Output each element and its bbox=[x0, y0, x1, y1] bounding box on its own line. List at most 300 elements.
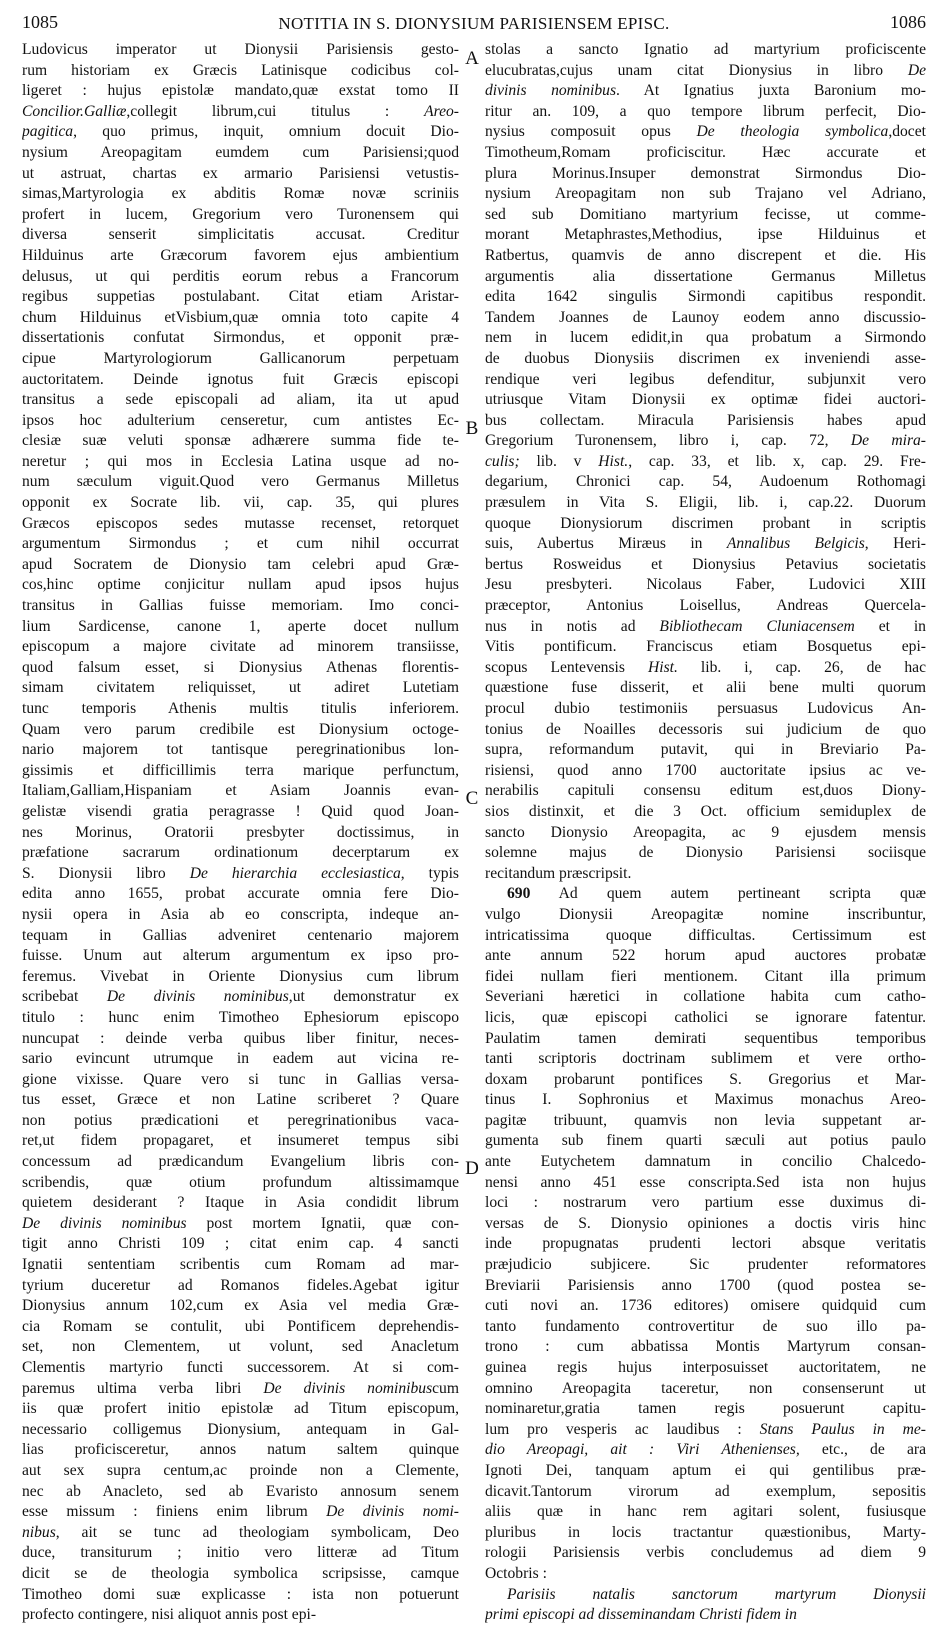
text-segment: episcopum a majore civitate ad minorem transiisse, bbox=[22, 638, 459, 656]
text-segment: morant Metaphrastes,Methodius, ipse Hilduinus et bbox=[485, 226, 926, 244]
right-column-line bbox=[485, 905, 926, 926]
right-column-line bbox=[485, 720, 926, 741]
text-segment: dissertationis confutat Sirmondus, et opponit præ- bbox=[22, 329, 459, 347]
right-column-line bbox=[485, 1029, 926, 1050]
left-column-line bbox=[22, 1070, 459, 1091]
text-segment: rendique veri legibus defenditur, subjunxit vero bbox=[485, 370, 926, 388]
text-segment: profecto contingere, nisi aliquot annis post epi- bbox=[22, 1606, 317, 1624]
right-column-line bbox=[485, 328, 926, 349]
text-segment: Timotheo domi suæ explicasse : ista non potuerunt bbox=[22, 1585, 459, 1603]
text-segment: præfatione sacrarum ordinationum decerptarum ex bbox=[22, 844, 459, 862]
text-segment: nario majorem tot tantisque peregrinationibus lon- bbox=[22, 741, 459, 759]
right-column-line bbox=[485, 452, 926, 473]
text-segment: necessario colligemus Dionysium, antequam in Gal- bbox=[22, 1420, 459, 1438]
text-segment: Ignoti Dei, tanquam aptum ei qui gentilibus præ- bbox=[485, 1461, 926, 1479]
text-segment: opponit ex Socrate lib. vii, cap. 35, qui plures bbox=[22, 494, 459, 512]
text-segment: Breviarii Parisiensis anno 1700 (quod postea se- bbox=[485, 1276, 926, 1294]
text-segment: dicavit.Tantorum virorum ad exemplum, sepositis bbox=[485, 1482, 926, 1500]
left-column-line bbox=[22, 472, 459, 493]
right-column-line bbox=[485, 802, 926, 823]
left-column-line bbox=[22, 164, 459, 185]
text-segment: ritur an. 109, a quo tempore librum perfecit, Dio- bbox=[485, 102, 926, 120]
text-segment: intricatissima quoque difficultas. Certissimum est bbox=[485, 926, 926, 944]
left-column-line bbox=[22, 1543, 459, 1564]
text-segment: risiensi, quod anno 1700 auctoritate ipsius ac ve- bbox=[485, 761, 926, 779]
text-segment: S. Dionysii libro bbox=[22, 864, 190, 882]
text-segment: Vitis pontificum. Franciscus etiam Bosquetus epi- bbox=[485, 638, 926, 656]
text-segment: trono : cum abbatissa Montis Martyrum consan- bbox=[485, 1338, 926, 1356]
italic-text: Hist. bbox=[598, 452, 629, 470]
left-column-line bbox=[22, 431, 459, 452]
margin-letter-d: D bbox=[465, 1158, 479, 1179]
text-segment: lum pro vesperis ac laudibus : bbox=[485, 1420, 760, 1438]
text-segment: nensi anno 451 esse conscripta.Sed ista non hujus bbox=[485, 1173, 926, 1191]
text-segment: ante Eutychetem damnatum in concilio Chalcedo- bbox=[485, 1153, 926, 1171]
right-column-line bbox=[485, 472, 926, 493]
text-segment: plura Morinus.Insuper demonstrat Sirmondus Dio- bbox=[485, 164, 926, 182]
text-segment: lib. v bbox=[519, 452, 599, 470]
text-segment: aliis quæ in hanc rem agitari solent, fusiusque bbox=[485, 1503, 926, 1521]
right-column-line bbox=[485, 596, 926, 617]
text-segment: feremus. Vivebat in Oriente Dionysius cum librum bbox=[22, 967, 459, 985]
text-segment: fidei nullam fieri mentionem. Citant illa primum bbox=[485, 967, 926, 985]
text-segment: tus esset, Græce et non Latine scriberet ? Quare bbox=[22, 1091, 459, 1109]
text-segment: auctoritatem. Deinde ignotus fuit Græcis episcopi bbox=[22, 370, 459, 388]
text-segment: nerabilis capituli consensu editum est,duos Diony- bbox=[485, 782, 926, 800]
right-column-line bbox=[485, 1090, 926, 1111]
text-segment: elucubratas,cujus unam citat Dionysius in libro bbox=[485, 61, 908, 79]
text-segment: gelistæ visendi gratia peragrasse ! Quid quod Joan- bbox=[22, 802, 459, 820]
text-segment: suis, Aubertus Miræus in bbox=[485, 535, 727, 553]
right-column-line bbox=[485, 1564, 926, 1585]
left-column-line bbox=[22, 987, 459, 1008]
text-segment: argumentum Sirmondus ; et cum nihil occurrat bbox=[22, 535, 459, 553]
right-column-line bbox=[485, 1420, 926, 1441]
running-title: NOTITIA IN S. DIONYSIUM PARISIENSEM EPISC. bbox=[278, 14, 670, 33]
italic-text: nibus bbox=[22, 1523, 56, 1541]
right-column-line bbox=[485, 823, 926, 844]
text-segment: ,collegit librum,cui titulus : bbox=[126, 102, 425, 120]
text-segment: tigit anno Christi 109 ; citat enim cap. 4 sancti bbox=[22, 1235, 459, 1253]
right-column-line bbox=[485, 1152, 926, 1173]
italic-text: Hist. bbox=[647, 658, 678, 676]
left-column-line bbox=[22, 575, 459, 596]
left-column-line bbox=[22, 205, 459, 226]
text-segment: Jesu presbyteri. Nicolaus Faber, Ludovici XIII bbox=[485, 576, 926, 594]
left-column-line bbox=[22, 143, 459, 164]
italic-text: pagitica bbox=[22, 123, 74, 141]
left-column-line bbox=[22, 102, 459, 123]
right-column-line bbox=[485, 411, 926, 432]
left-column-line bbox=[22, 534, 459, 555]
right-column-line bbox=[485, 370, 926, 391]
text-segment: scribebat bbox=[22, 988, 107, 1006]
right-column-line bbox=[485, 1605, 926, 1626]
right-column-line bbox=[485, 61, 926, 82]
right-column-line bbox=[485, 781, 926, 802]
text-segment: Octobris : bbox=[485, 1564, 547, 1582]
italic-text: Parisiis natalis sanctorum martyrum Dionysii bbox=[507, 1585, 926, 1603]
text-segment: cipue Martyrologiorum Gallicanorum perpetuam bbox=[22, 349, 459, 367]
right-column-line bbox=[485, 555, 926, 576]
text-segment: regibus suppetias postulabant. Citat etiam Aristar- bbox=[22, 288, 459, 306]
left-column-line bbox=[22, 287, 459, 308]
left-column-line bbox=[22, 884, 459, 905]
text-segment: , typis bbox=[400, 864, 459, 882]
left-column-line bbox=[22, 370, 459, 391]
text-segment: . At Ignatius juxta Baronium mo- bbox=[616, 82, 926, 100]
left-column-line bbox=[22, 926, 459, 947]
text-segment: ret,ut fidem propagaret, et insumeret tempus sibi bbox=[22, 1132, 459, 1150]
right-column-line bbox=[485, 205, 926, 226]
right-column-line bbox=[485, 1173, 926, 1194]
right-column-line bbox=[485, 1296, 926, 1317]
text-segment: de duobus Dionysiis discrimen ex inveniendi asse- bbox=[485, 349, 926, 367]
text-segment: nominaretur,gratia tamen regis posuerunt capitu- bbox=[485, 1400, 926, 1418]
text-segment: Clementis martyrio functi successorem. At si com- bbox=[22, 1359, 459, 1376]
text-segment: stolas a sancto Ignatio ad martyrium proficiscente bbox=[485, 41, 926, 58]
text-segment: utriusque Vitam Dionysii ex optimæ fidei auctori- bbox=[485, 391, 926, 409]
right-column-line bbox=[485, 184, 926, 205]
text-segment: Italiam,Galliam,Hispaniam et Asiam Joannis evan- bbox=[22, 782, 459, 800]
right-column bbox=[485, 40, 926, 1626]
left-column-line bbox=[22, 658, 459, 679]
text-segment: , Heri- bbox=[864, 535, 926, 553]
text-segment: cum bbox=[432, 1379, 459, 1397]
text-segment: rum historiam ex Græcis Latinisque codicibus col- bbox=[22, 61, 459, 79]
text-segment: Ad quem autem pertineant scripta quæ bbox=[530, 885, 926, 903]
text-segment: delusus, ut qui perditis eorum rebus a Francorum bbox=[22, 267, 459, 285]
left-column-line bbox=[22, 225, 459, 246]
right-column-line bbox=[485, 617, 926, 638]
right-column-line bbox=[485, 699, 926, 720]
right-column-line bbox=[485, 349, 926, 370]
left-column-line bbox=[22, 411, 459, 432]
text-segment: Hilduinus arte Græcorum favorem ejus ambientium bbox=[22, 246, 459, 264]
text-segment: apud Socratem de Dionysio tam celebri apud Græ- bbox=[22, 555, 459, 573]
text-segment: ,ut demonstratur ex bbox=[288, 988, 459, 1006]
right-column-line bbox=[485, 1523, 926, 1544]
left-column-line bbox=[22, 1296, 459, 1317]
text-segment: gumenta sub finem quarti sæculi aut potius paulo bbox=[485, 1132, 926, 1150]
right-column-line bbox=[485, 575, 926, 596]
left-column-line bbox=[22, 1523, 459, 1544]
left-column-line bbox=[22, 1111, 459, 1132]
left-column-line bbox=[22, 328, 459, 349]
text-segment: guinea regis hujus interposuisset auctoritatem, ne bbox=[485, 1359, 926, 1376]
left-column-line bbox=[22, 308, 459, 329]
left-column-line bbox=[22, 1564, 459, 1585]
text-segment: degarium, Chronici cap. 54, Audoenum Rothomagi bbox=[485, 473, 926, 491]
right-column-line bbox=[485, 1543, 926, 1564]
left-column-line bbox=[22, 1358, 459, 1379]
left-column-line bbox=[22, 781, 459, 802]
italic-text: culis; bbox=[485, 452, 520, 470]
right-column-line bbox=[485, 1482, 926, 1503]
left-column-line bbox=[22, 967, 459, 988]
right-column-line bbox=[485, 1461, 926, 1482]
text-segment: pagitæ tribuunt, quamvis non levia suppetant ar- bbox=[485, 1111, 926, 1129]
text-segment: et in bbox=[854, 617, 926, 635]
right-column-line bbox=[485, 164, 926, 185]
right-column-line bbox=[485, 225, 926, 246]
left-column-line bbox=[22, 1008, 459, 1029]
right-column-line bbox=[485, 1399, 926, 1420]
left-column-line bbox=[22, 1276, 459, 1297]
text-segment: transitus in Gallias fuisse memoriam. Imo conci- bbox=[22, 597, 459, 615]
left-column-line bbox=[22, 1131, 459, 1152]
right-column-line bbox=[485, 1379, 926, 1400]
left-column-line bbox=[22, 946, 459, 967]
text-segment: argumentis alia dissertatione Germanus Milletus bbox=[485, 267, 926, 285]
right-column-line bbox=[485, 1111, 926, 1132]
italic-text: De hierarchia ecclesiastica bbox=[189, 864, 401, 882]
right-column-line bbox=[485, 1317, 926, 1338]
left-column-line bbox=[22, 555, 459, 576]
left-column-line bbox=[22, 61, 459, 82]
text-segment: diversa senserit simplicitatis accusat. Creditur bbox=[22, 226, 459, 244]
text-segment: non potius prædicationi et peregrinationibus vaca- bbox=[22, 1111, 459, 1129]
text-segment: , quo primus, inquit, omnium docuit Dio- bbox=[73, 123, 459, 141]
text-segment: ipsos hoc adulterium censeretur, cum antistes Ec- bbox=[22, 411, 459, 429]
text-segment: nus in notis ad bbox=[485, 617, 660, 635]
text-segment: Dionysius annum 102,cum ex Asia vel media Græ- bbox=[22, 1297, 459, 1315]
text-segment: cuti novi an. 1736 editores) omisere quidquid cum bbox=[485, 1297, 926, 1315]
right-column-line bbox=[485, 1049, 926, 1070]
text-segment: Ludovicus imperator ut Dionysii Parisiensis gesto- bbox=[22, 41, 459, 58]
left-column-line bbox=[22, 699, 459, 720]
right-column-line bbox=[485, 1234, 926, 1255]
right-column-line bbox=[485, 1276, 926, 1297]
text-segment: duce, transiturum ; initio vero litteræ ad Titum bbox=[22, 1544, 459, 1562]
text-segment: , cap. 33, et lib. x, cap. 29. Fre- bbox=[628, 452, 926, 470]
right-column-line bbox=[485, 1255, 926, 1276]
text-segment: quæstione fuse disserit, et alii bene multi quorum bbox=[485, 679, 926, 697]
margin-letter-a: A bbox=[465, 48, 479, 69]
text-segment: simas,Martyrologia ex abditis Romæ novæ scriniis bbox=[22, 185, 459, 203]
right-column-line bbox=[485, 1193, 926, 1214]
italic-text: Areo- bbox=[424, 102, 459, 120]
text-segment: sed sub Domitiano martyrium fecisse, ut comme- bbox=[485, 205, 926, 223]
left-column-line bbox=[22, 1029, 459, 1050]
right-column-line bbox=[485, 1008, 926, 1029]
right-column-line bbox=[485, 122, 926, 143]
text-segment: præjudicio subjicere. Sic prudenter reformatores bbox=[485, 1256, 926, 1274]
italic-text: De divinis nominibus bbox=[263, 1379, 433, 1397]
text-segment: Tandem Joannes de Launoy eodem anno discussio- bbox=[485, 308, 926, 326]
right-column-line bbox=[485, 761, 926, 782]
left-column-line bbox=[22, 1440, 459, 1461]
text-segment: profert in lucem, Gregorium vero Turonensem qui bbox=[22, 205, 459, 223]
page-header bbox=[22, 12, 926, 36]
text-segment: transitus a sede episcopali ad aliam, ita ut apud bbox=[22, 391, 459, 409]
left-column-line bbox=[22, 1379, 459, 1400]
text-segment: omnino Areopagita taceretur, non consenserunt ut bbox=[485, 1379, 926, 1397]
right-column-line bbox=[485, 926, 926, 947]
text-segment: paremus ultima verba libri bbox=[22, 1379, 264, 1397]
right-column-line bbox=[485, 534, 926, 555]
text-segment: post mortem Ignatii, quæ con- bbox=[186, 1214, 459, 1232]
left-column-line bbox=[22, 1399, 459, 1420]
right-column-line bbox=[485, 1070, 926, 1091]
text-segment: dicit se de theologia symbolica scripsisse, camque bbox=[22, 1564, 459, 1582]
left-column-line bbox=[22, 514, 459, 535]
text-segment: inde propugnatas prudenti lectori absque veritatis bbox=[485, 1235, 926, 1253]
left-column-line bbox=[22, 802, 459, 823]
text-segment: num sæculum viguit.Quod vero Germanus Milletus bbox=[22, 473, 459, 491]
text-segment: supra, reformandum putavit, qui in Breviario Pa- bbox=[485, 741, 926, 759]
left-column-line bbox=[22, 1420, 459, 1441]
text-segment: procul dubio testimoniis persuasus Ludovicus An- bbox=[485, 700, 926, 717]
right-column-line bbox=[485, 843, 926, 864]
text-segment: tunc temporis Athenis multis titulis inferiorem. bbox=[22, 700, 459, 717]
text-segment: loci : nostrarum vero partium esse duximus di- bbox=[485, 1194, 926, 1212]
left-column-line bbox=[22, 1049, 459, 1070]
text-segment: tyrium duceretur ad Romanos fideles.Agebat igitur bbox=[22, 1276, 459, 1294]
italic-text: De mira- bbox=[850, 432, 926, 450]
margin-letter-b: B bbox=[465, 418, 479, 439]
right-column-line bbox=[485, 1502, 926, 1523]
left-column-line bbox=[22, 678, 459, 699]
left-column-line bbox=[22, 246, 459, 267]
left-column-line bbox=[22, 617, 459, 638]
left-column-line bbox=[22, 493, 459, 514]
text-segment: scribendis, quæ otium profundum altissimamque bbox=[22, 1173, 459, 1191]
text-segment: tanto fundamento controvertitur de suo illo pa- bbox=[485, 1317, 926, 1335]
right-column-line bbox=[485, 658, 926, 679]
left-column-line bbox=[22, 843, 459, 864]
right-column-line bbox=[485, 967, 926, 988]
text-segment: nes Morinus, Oratorii presbyter doctissimus, in bbox=[22, 823, 459, 841]
right-column-line bbox=[485, 1358, 926, 1379]
right-column-line bbox=[485, 678, 926, 699]
italic-text: divinis nominibus bbox=[485, 82, 617, 100]
text-segment: concessum ad prædicandum Evangelium libris con- bbox=[22, 1153, 459, 1171]
left-column-line bbox=[22, 1337, 459, 1358]
text-segment: iis quæ profert initio epistolæ ad Titum episcopum, bbox=[22, 1400, 459, 1418]
text-segment: nysium Areopagitam eumdem cum Parisiensi;quod bbox=[22, 143, 459, 161]
right-column-line bbox=[485, 431, 926, 452]
text-segment: cos,hinc optime conjicitur nullam apud ipsos hujus bbox=[22, 576, 459, 594]
text-segment: Severiani hæretici in collatione habita cum catho- bbox=[485, 988, 926, 1006]
text-segment: quietem desiderant ? Itaque in Asia condidit librum bbox=[22, 1194, 459, 1212]
italic-text: Concilior.Galliæ bbox=[22, 102, 127, 120]
text-segment: præsulem in Vita S. Eligii, lib. i, cap.22. Duorum bbox=[485, 494, 926, 512]
left-column-line bbox=[22, 740, 459, 761]
italic-text: De bbox=[907, 61, 926, 79]
left-column-line bbox=[22, 1214, 459, 1235]
right-column-line bbox=[485, 864, 926, 885]
left-column-line bbox=[22, 905, 459, 926]
text-segment: neretur ; qui mos in Ecclesia Latina usque ad no- bbox=[22, 452, 459, 470]
text-segment: sancto Dionysio Areopagita, ac 9 ejusdem mensis bbox=[485, 823, 926, 841]
italic-text: Stans Paulus in me- bbox=[759, 1420, 926, 1438]
margin-letter-c: C bbox=[465, 788, 479, 809]
text-segment: gissimis et difficillimis terra marique perfunctum, bbox=[22, 761, 459, 779]
text-segment: nysius composuit opus bbox=[485, 123, 697, 141]
text-segment: Gregorium Turonensem, libro i, cap. 72, bbox=[485, 432, 851, 450]
left-column-line bbox=[22, 1152, 459, 1173]
left-column-line bbox=[22, 122, 459, 143]
text-segment: sios distinxit, et die 3 Oct. officium semiduplex de bbox=[485, 802, 926, 820]
left-column-line bbox=[22, 1255, 459, 1276]
text-segment: pluribus in locis tractantur quæstionibus, Marty- bbox=[485, 1523, 926, 1541]
text-segment: gione vixisse. Quare vero si tunc in Gallias versa- bbox=[22, 1070, 459, 1088]
text-segment: licis, quæ episcopi catholici se ignorare fatentur. bbox=[485, 1008, 926, 1026]
text-segment: versas de S. Dionysio opiniones a doctis viris hinc bbox=[485, 1214, 926, 1232]
left-column bbox=[22, 40, 459, 1626]
italic-text: primi episcopi ad disseminandam Christi fidem in bbox=[485, 1606, 797, 1624]
text-segment: Timotheum,Romam proficiscitur. Hæc accurate et bbox=[485, 143, 926, 161]
right-column-line bbox=[485, 390, 926, 411]
text-segment: nysii opera in Asia ab eo conscripta, indeque an- bbox=[22, 905, 459, 923]
text-segment: quoque Dionysiorum discrimen probant in scriptis bbox=[485, 514, 926, 532]
right-column-line bbox=[485, 143, 926, 164]
text-segment: nem in lucem edidit,in qua probatum a Sirmondo bbox=[485, 329, 926, 347]
text-segment: tanti scriptoris doctrinam sublimem et vere ortho- bbox=[485, 1050, 926, 1068]
left-column-line bbox=[22, 1317, 459, 1338]
left-column-line bbox=[22, 637, 459, 658]
left-column-line bbox=[22, 349, 459, 370]
italic-text: dio Areopagi, ait : Viri Athenienses, bbox=[485, 1441, 800, 1459]
italic-text: Annalibus Belgicis bbox=[726, 535, 865, 553]
text-segment: Ratbertus, quamvis de anno discrepent et die. His bbox=[485, 246, 926, 264]
left-column-line bbox=[22, 1502, 459, 1523]
right-column-line bbox=[485, 81, 926, 102]
right-column-line bbox=[485, 1440, 926, 1461]
text-segment: Quam vero parum credibile est Dionysium octoge- bbox=[22, 720, 459, 738]
text-segment: tinus I. Sophronius et Maximus monachus Areo- bbox=[485, 1091, 926, 1109]
left-column-line bbox=[22, 823, 459, 844]
left-column-line bbox=[22, 761, 459, 782]
italic-text: De divinis nominibus bbox=[106, 988, 289, 1006]
right-column-line bbox=[485, 946, 926, 967]
text-segment: aut sex supra centum,ac proinde non a Clemente, bbox=[22, 1461, 459, 1479]
text-segment: ligeret : hujus epistolæ mandato,quæ exstat tomo II bbox=[22, 82, 459, 100]
text-segment: tonius de Noailles decessoris sui judicium de quo bbox=[485, 720, 926, 738]
page-number-right: 1086 bbox=[890, 12, 926, 32]
text-segment: lias proficisceretur, annos natum saltem quinque bbox=[22, 1441, 459, 1459]
text-segment: Græcos episcopos sedes mutasse recenset, retorquet bbox=[22, 514, 459, 532]
text-segment: set, non Clementem, ut volunt, sed Anacletum bbox=[22, 1338, 459, 1356]
left-column-line bbox=[22, 1234, 459, 1255]
right-column-line bbox=[485, 267, 926, 288]
italic-text: De divinis nomi- bbox=[326, 1503, 459, 1521]
right-column-line bbox=[485, 637, 926, 658]
left-column-line bbox=[22, 390, 459, 411]
left-column-line bbox=[22, 1090, 459, 1111]
text-segment: vulgo Dionysii Areopagitæ nomine inscribuntur, bbox=[485, 905, 926, 923]
right-column-line bbox=[485, 987, 926, 1008]
page-number-left: 1085 bbox=[22, 12, 58, 32]
text-segment: rologii Parisiensis verbis concludemus ad diem 9 bbox=[485, 1544, 926, 1562]
text-segment: nysium Areopagitam non sub Trajano vel Adriano, bbox=[485, 185, 926, 203]
text-segment: chum Hilduinus etVisbium,quæ omnia toto capite 4 bbox=[22, 308, 459, 326]
paragraph-number: 690 bbox=[507, 885, 531, 903]
left-column-line bbox=[22, 40, 459, 61]
left-column-line bbox=[22, 720, 459, 741]
right-column-line bbox=[485, 514, 926, 535]
text-segment: Paulatim tamen demirati sequentibus temporibus bbox=[485, 1029, 926, 1047]
left-column-line bbox=[22, 1173, 459, 1194]
text-segment: bertus Rosweidus et Dionysius Petavius societatis bbox=[485, 555, 926, 573]
left-column-line bbox=[22, 596, 459, 617]
text-segment: Ignatii sententiam scribentis cum Romam ad mar- bbox=[22, 1256, 459, 1274]
left-column-line bbox=[22, 452, 459, 473]
left-column-line bbox=[22, 184, 459, 205]
left-column-line bbox=[22, 1482, 459, 1503]
text-segment: fuisse. Unum aut alterum argumentum ex ipso pro- bbox=[22, 947, 459, 965]
